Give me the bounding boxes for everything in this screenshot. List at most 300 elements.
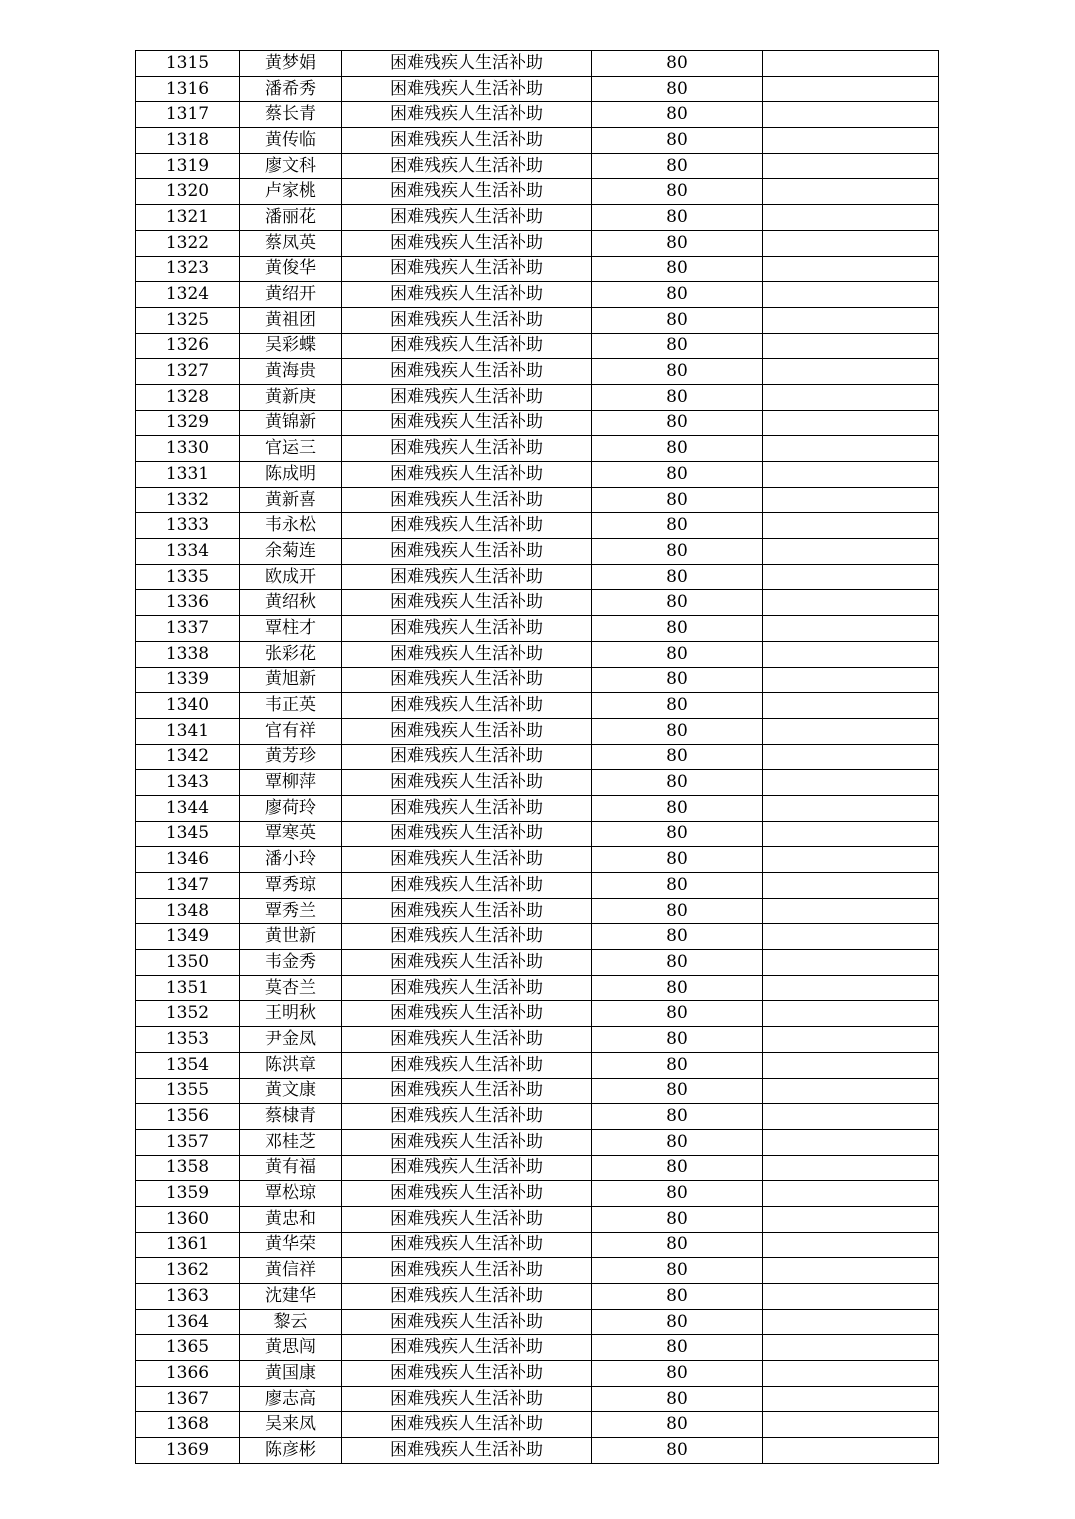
row-number: 1354 [136,1052,240,1078]
subsidy-type: 困难残疾人生活补助 [342,359,592,385]
table-row [136,436,939,462]
table-row [136,667,939,693]
subsidy-amount: 80 [592,1412,763,1438]
table-row [136,821,939,847]
person-name: 黎云 [240,1309,342,1335]
person-name: 廖荷玲 [240,795,342,821]
subsidy-amount: 80 [592,873,763,899]
subsidy-amount: 80 [592,1335,763,1361]
table-row [136,513,939,539]
remarks-cell [763,641,939,667]
remarks-cell [763,205,939,231]
row-number: 1317 [136,102,240,128]
person-name: 韦正英 [240,693,342,719]
table-row [136,230,939,256]
row-number: 1331 [136,462,240,488]
subsidy-amount: 80 [592,513,763,539]
subsidy-amount: 80 [592,282,763,308]
row-number: 1358 [136,1155,240,1181]
table-row [136,1232,939,1258]
row-number: 1360 [136,1206,240,1232]
table-row [136,384,939,410]
subsidy-amount: 80 [592,1078,763,1104]
remarks-cell [763,153,939,179]
subsidy-type: 困难残疾人生活补助 [342,539,592,565]
subsidy-type: 困难残疾人生活补助 [342,564,592,590]
person-name: 黄文康 [240,1078,342,1104]
table-row [136,1438,939,1464]
subsidy-type: 困难残疾人生活补助 [342,1129,592,1155]
remarks-cell [763,590,939,616]
remarks-cell [763,873,939,899]
subsidy-amount: 80 [592,821,763,847]
remarks-cell [763,539,939,565]
table-row [136,1078,939,1104]
row-number: 1324 [136,282,240,308]
subsidy-type: 困难残疾人生活补助 [342,410,592,436]
remarks-cell [763,51,939,77]
person-name: 蔡凤英 [240,230,342,256]
subsidy-amount: 80 [592,436,763,462]
row-number: 1332 [136,487,240,513]
remarks-cell [763,1386,939,1412]
remarks-cell [763,1309,939,1335]
subsidy-amount: 80 [592,693,763,719]
person-name: 覃秀兰 [240,898,342,924]
person-name: 莫杏兰 [240,975,342,1001]
subsidy-amount: 80 [592,950,763,976]
table-row [136,539,939,565]
subsidy-amount: 80 [592,76,763,102]
remarks-cell [763,1078,939,1104]
row-number: 1341 [136,718,240,744]
row-number: 1339 [136,667,240,693]
person-name: 黄思闯 [240,1335,342,1361]
remarks-cell [763,333,939,359]
subsidy-amount: 80 [592,1129,763,1155]
subsidy-amount: 80 [592,102,763,128]
subsidy-amount: 80 [592,410,763,436]
row-number: 1364 [136,1309,240,1335]
subsidy-amount: 80 [592,1386,763,1412]
remarks-cell [763,616,939,642]
remarks-cell [763,513,939,539]
person-name: 廖志高 [240,1386,342,1412]
remarks-cell [763,436,939,462]
subsidy-amount: 80 [592,230,763,256]
remarks-cell [763,667,939,693]
row-number: 1345 [136,821,240,847]
subsidy-amount: 80 [592,1052,763,1078]
row-number: 1357 [136,1129,240,1155]
remarks-cell [763,230,939,256]
remarks-cell [763,693,939,719]
table-row [136,718,939,744]
subsidy-amount: 80 [592,307,763,333]
remarks-cell [763,1181,939,1207]
remarks-cell [763,821,939,847]
remarks-cell [763,128,939,154]
remarks-cell [763,718,939,744]
subsidy-type: 困难残疾人生活补助 [342,205,592,231]
row-number: 1365 [136,1335,240,1361]
subsidy-type: 困难残疾人生活补助 [342,1027,592,1053]
subsidy-type: 困难残疾人生活补助 [342,1284,592,1310]
table-row [136,770,939,796]
row-number: 1351 [136,975,240,1001]
remarks-cell [763,282,939,308]
subsidy-type: 困难残疾人生活补助 [342,1104,592,1130]
subsidy-table [135,50,939,1464]
row-number: 1325 [136,307,240,333]
subsidy-type: 困难残疾人生活补助 [342,1078,592,1104]
table-row [136,1129,939,1155]
row-number: 1336 [136,590,240,616]
subsidy-amount: 80 [592,1155,763,1181]
subsidy-type: 困难残疾人生活补助 [342,950,592,976]
table-row [136,1361,939,1387]
table-row [136,693,939,719]
row-number: 1366 [136,1361,240,1387]
row-number: 1335 [136,564,240,590]
subsidy-amount: 80 [592,1027,763,1053]
person-name: 黄传临 [240,128,342,154]
subsidy-type: 困难残疾人生活补助 [342,718,592,744]
row-number: 1352 [136,1001,240,1027]
person-name: 黄祖团 [240,307,342,333]
subsidy-type: 困难残疾人生活补助 [342,641,592,667]
remarks-cell [763,384,939,410]
remarks-cell [763,898,939,924]
subsidy-amount: 80 [592,205,763,231]
person-name: 黄锦新 [240,410,342,436]
subsidy-type: 困难残疾人生活补助 [342,1232,592,1258]
subsidy-amount: 80 [592,795,763,821]
remarks-cell [763,795,939,821]
subsidy-type: 困难残疾人生活补助 [342,693,592,719]
person-name: 吴彩蝶 [240,333,342,359]
subsidy-type: 困难残疾人生活补助 [342,975,592,1001]
table-row [136,1258,939,1284]
person-name: 廖文科 [240,153,342,179]
remarks-cell [763,1232,939,1258]
subsidy-amount: 80 [592,1438,763,1464]
subsidy-type: 困难残疾人生活补助 [342,256,592,282]
remarks-cell [763,102,939,128]
person-name: 覃秀琼 [240,873,342,899]
subsidy-type: 困难残疾人生活补助 [342,1386,592,1412]
subsidy-type: 困难残疾人生活补助 [342,1361,592,1387]
subsidy-amount: 80 [592,539,763,565]
table-row [136,487,939,513]
subsidy-amount: 80 [592,1258,763,1284]
person-name: 张彩花 [240,641,342,667]
row-number: 1355 [136,1078,240,1104]
row-number: 1322 [136,230,240,256]
table-row [136,975,939,1001]
remarks-cell [763,179,939,205]
subsidy-type: 困难残疾人生活补助 [342,462,592,488]
row-number: 1330 [136,436,240,462]
subsidy-amount: 80 [592,1309,763,1335]
subsidy-amount: 80 [592,770,763,796]
row-number: 1320 [136,179,240,205]
subsidy-amount: 80 [592,744,763,770]
subsidy-type: 困难残疾人生活补助 [342,230,592,256]
row-number: 1356 [136,1104,240,1130]
subsidy-type: 困难残疾人生活补助 [342,333,592,359]
table-row [136,873,939,899]
remarks-cell [763,1335,939,1361]
person-name: 欧成开 [240,564,342,590]
table-row [136,179,939,205]
remarks-cell [763,1155,939,1181]
row-number: 1329 [136,410,240,436]
row-number: 1369 [136,1438,240,1464]
row-number: 1363 [136,1284,240,1310]
subsidy-type: 困难残疾人生活补助 [342,436,592,462]
person-name: 余菊连 [240,539,342,565]
subsidy-type: 困难残疾人生活补助 [342,102,592,128]
subsidy-amount: 80 [592,898,763,924]
person-name: 官运三 [240,436,342,462]
subsidy-amount: 80 [592,1001,763,1027]
subsidy-amount: 80 [592,1361,763,1387]
subsidy-type: 困难残疾人生活补助 [342,1001,592,1027]
person-name: 黄国康 [240,1361,342,1387]
remarks-cell [763,1001,939,1027]
remarks-cell [763,1361,939,1387]
row-number: 1340 [136,693,240,719]
subsidy-type: 困难残疾人生活补助 [342,1181,592,1207]
table-row [136,1181,939,1207]
subsidy-amount: 80 [592,1206,763,1232]
subsidy-amount: 80 [592,1104,763,1130]
remarks-cell [763,359,939,385]
person-name: 沈建华 [240,1284,342,1310]
subsidy-amount: 80 [592,590,763,616]
subsidy-type: 困难残疾人生活补助 [342,282,592,308]
table-row [136,950,939,976]
remarks-cell [763,1412,939,1438]
remarks-cell [763,1129,939,1155]
subsidy-type: 困难残疾人生活补助 [342,1412,592,1438]
person-name: 黄新喜 [240,487,342,513]
remarks-cell [763,307,939,333]
row-number: 1350 [136,950,240,976]
subsidy-type: 困难残疾人生活补助 [342,898,592,924]
row-number: 1361 [136,1232,240,1258]
table-row [136,1284,939,1310]
table-row [136,282,939,308]
row-number: 1328 [136,384,240,410]
row-number: 1346 [136,847,240,873]
person-name: 黄旭新 [240,667,342,693]
row-number: 1353 [136,1027,240,1053]
person-name: 黄华荣 [240,1232,342,1258]
subsidy-amount: 80 [592,256,763,282]
table-row [136,1155,939,1181]
table-row [136,128,939,154]
table-row [136,410,939,436]
remarks-cell [763,76,939,102]
table-body [136,51,939,1464]
person-name: 尹金凤 [240,1027,342,1053]
subsidy-amount: 80 [592,487,763,513]
subsidy-type: 困难残疾人生活补助 [342,51,592,77]
subsidy-amount: 80 [592,384,763,410]
table-row [136,153,939,179]
row-number: 1323 [136,256,240,282]
table-row [136,333,939,359]
table-row [136,564,939,590]
subsidy-amount: 80 [592,641,763,667]
row-number: 1327 [136,359,240,385]
remarks-cell [763,462,939,488]
subsidy-amount: 80 [592,153,763,179]
remarks-cell [763,487,939,513]
subsidy-type: 困难残疾人生活补助 [342,179,592,205]
subsidy-type: 困难残疾人生活补助 [342,873,592,899]
table-row [136,1027,939,1053]
row-number: 1318 [136,128,240,154]
row-number: 1349 [136,924,240,950]
person-name: 覃寒英 [240,821,342,847]
remarks-cell [763,1284,939,1310]
table-row [136,616,939,642]
table-row [136,1335,939,1361]
subsidy-type: 困难残疾人生活补助 [342,770,592,796]
row-number: 1316 [136,76,240,102]
remarks-cell [763,1258,939,1284]
subsidy-type: 困难残疾人生活补助 [342,128,592,154]
subsidy-type: 困难残疾人生活补助 [342,1052,592,1078]
remarks-cell [763,564,939,590]
table-row [136,256,939,282]
row-number: 1326 [136,333,240,359]
subsidy-type: 困难残疾人生活补助 [342,1206,592,1232]
row-number: 1315 [136,51,240,77]
subsidy-amount: 80 [592,667,763,693]
remarks-cell [763,1052,939,1078]
table-row [136,1412,939,1438]
row-number: 1368 [136,1412,240,1438]
person-name: 官有祥 [240,718,342,744]
table-row [136,76,939,102]
person-name: 黄绍开 [240,282,342,308]
person-name: 黄信祥 [240,1258,342,1284]
person-name: 黄忠和 [240,1206,342,1232]
remarks-cell [763,1438,939,1464]
subsidy-type: 困难残疾人生活补助 [342,384,592,410]
remarks-cell [763,1104,939,1130]
subsidy-type: 困难残疾人生活补助 [342,153,592,179]
person-name: 吴来凤 [240,1412,342,1438]
subsidy-type: 困难残疾人生活补助 [342,821,592,847]
subsidy-type: 困难残疾人生活补助 [342,924,592,950]
table-row [136,51,939,77]
subsidy-amount: 80 [592,359,763,385]
person-name: 覃松琼 [240,1181,342,1207]
remarks-cell [763,950,939,976]
remarks-cell [763,1206,939,1232]
table-row [136,205,939,231]
subsidy-type: 困难残疾人生活补助 [342,1155,592,1181]
person-name: 韦永松 [240,513,342,539]
row-number: 1347 [136,873,240,899]
row-number: 1359 [136,1181,240,1207]
row-number: 1342 [136,744,240,770]
subsidy-amount: 80 [592,718,763,744]
table-row [136,924,939,950]
remarks-cell [763,975,939,1001]
table-row [136,1001,939,1027]
remarks-cell [763,410,939,436]
remarks-cell [763,924,939,950]
subsidy-type: 困难残疾人生活补助 [342,667,592,693]
subsidy-type: 困难残疾人生活补助 [342,76,592,102]
person-name: 潘希秀 [240,76,342,102]
table-row [136,1052,939,1078]
row-number: 1343 [136,770,240,796]
table-row [136,1309,939,1335]
person-name: 黄俊华 [240,256,342,282]
subsidy-type: 困难残疾人生活补助 [342,590,592,616]
table-row [136,1104,939,1130]
person-name: 覃柱才 [240,616,342,642]
person-name: 黄世新 [240,924,342,950]
row-number: 1337 [136,616,240,642]
person-name: 王明秋 [240,1001,342,1027]
person-name: 黄芳珍 [240,744,342,770]
subsidy-type: 困难残疾人生活补助 [342,744,592,770]
subsidy-amount: 80 [592,616,763,642]
remarks-cell [763,744,939,770]
person-name: 黄海贵 [240,359,342,385]
row-number: 1334 [136,539,240,565]
subsidy-type: 困难残疾人生活补助 [342,513,592,539]
subsidy-type: 困难残疾人生活补助 [342,1258,592,1284]
subsidy-amount: 80 [592,128,763,154]
row-number: 1348 [136,898,240,924]
subsidy-amount: 80 [592,975,763,1001]
person-name: 蔡棣青 [240,1104,342,1130]
table-row [136,795,939,821]
table-row [136,102,939,128]
subsidy-amount: 80 [592,462,763,488]
person-name: 潘小玲 [240,847,342,873]
subsidy-type: 困难残疾人生活补助 [342,795,592,821]
subsidy-type: 困难残疾人生活补助 [342,487,592,513]
person-name: 卢家桃 [240,179,342,205]
subsidy-amount: 80 [592,564,763,590]
table-row [136,590,939,616]
subsidy-type: 困难残疾人生活补助 [342,616,592,642]
subsidy-amount: 80 [592,1181,763,1207]
person-name: 黄梦娟 [240,51,342,77]
person-name: 黄有福 [240,1155,342,1181]
subsidy-type: 困难残疾人生活补助 [342,1309,592,1335]
person-name: 韦金秀 [240,950,342,976]
table-row [136,898,939,924]
row-number: 1338 [136,641,240,667]
person-name: 潘丽花 [240,205,342,231]
person-name: 覃柳萍 [240,770,342,796]
subsidy-amount: 80 [592,1232,763,1258]
table-row [136,641,939,667]
subsidy-type: 困难残疾人生活补助 [342,307,592,333]
row-number: 1321 [136,205,240,231]
